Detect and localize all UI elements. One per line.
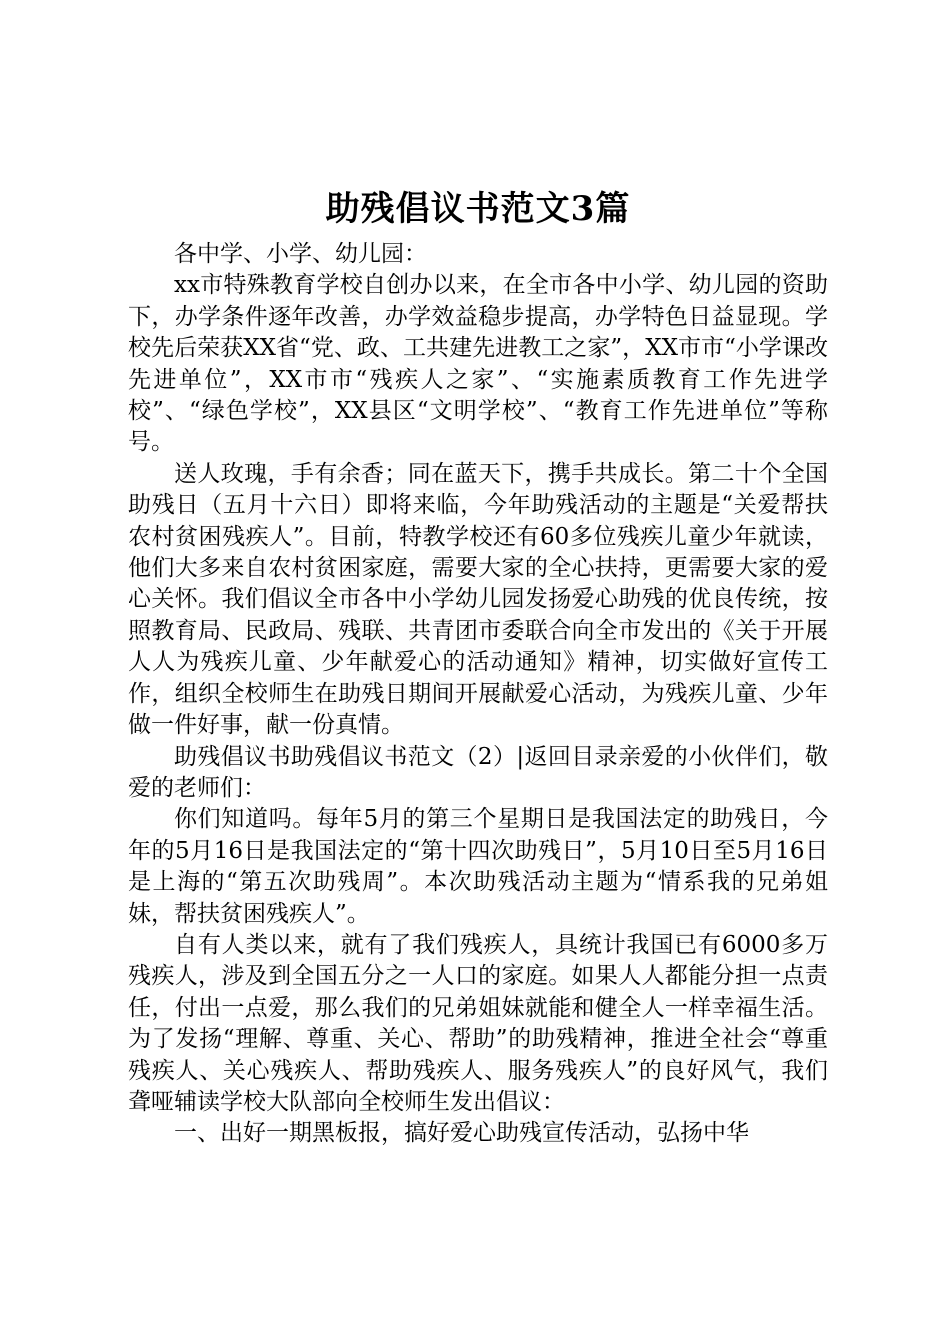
document-title: 助残倡议书范文3篇 <box>325 189 631 229</box>
paragraph-disability-day: 你们知道吗。每年5月的第三个星期日是我国法定的助残日，今年的5月16日是我国法定的“第十四次助残日”，5月10日至5月16日是上海的“第五次助残周”。本次助残活动主题为“情系我的兄弟姐妹，帮扶贫困残疾人”。 <box>128 806 828 927</box>
paragraph-item-one: 一、出好一期黑板报，搞好爱心助残宣传活动，弘扬中华 <box>174 1120 749 1147</box>
document-page <box>128 185 828 1150</box>
paragraph-initiative: 送人玫瑰，手有余香；同在蓝天下，携手共成长。第二十个全国助残日（五月十六日）即将来临，今年助残活动的主题是“关爱帮扶农村贫困残疾人”。目前，特教学校还有60多位残疾儿童少年就读，他们大多来自农村贫困家庭，需要大家的全心扶持，更需要大家的爱心关怀。我们倡议全市各中小学幼儿园发扬爱心助残的优良传统，按照教育局、民政局、残联、共青团市委联合向全市发出的《关于开展人人为残疾儿童、少年献爱心的活动通知》精神，切实做好宣传工作，组织全校师生在助残日期间开展献爱心活动，为残疾儿童、少年做一件好事，献一份真情。 <box>128 460 828 739</box>
salutation: 各中学、小学、幼儿园： <box>174 241 427 267</box>
paragraph-school-intro: xx市特殊教育学校自创办以来，在全市各中小学、幼儿园的资助下，办学条件逐年改善，办学效益稳步提高，办学特色日益显现。学校先后荣获XX省“党、政、工共建先进教工之家”，XX市市“小学课改先进单位”，XX市市“残疾人之家”、“实施素质教育工作先进学校”、“绿色学校”，XX县区“文明学校”、“教育工作先进单位”等称号。 <box>128 272 828 456</box>
paragraph-section-2-heading: 助残倡议书助残倡议书范文（2）|返回目录亲爱的小伙伴们，敬爱的老师们： <box>128 743 828 801</box>
paragraph-call-to-action: 自有人类以来，就有了我们残疾人，具统计我国已有6000多万残疾人，涉及到全国五分之一人口的家庭。如果人人都能分担一点责任，付出一点爱，那么我们的兄弟姐妹就能和健全人一样幸福生活。为了发扬“理解、尊重、关心、帮助”的助残精神，推进全社会“尊重残疾人、关心残疾人、帮助残疾人、服务残疾人”的良好风气，我们聋哑辅读学校大队部向全校师生发出倡议： <box>128 931 828 1115</box>
